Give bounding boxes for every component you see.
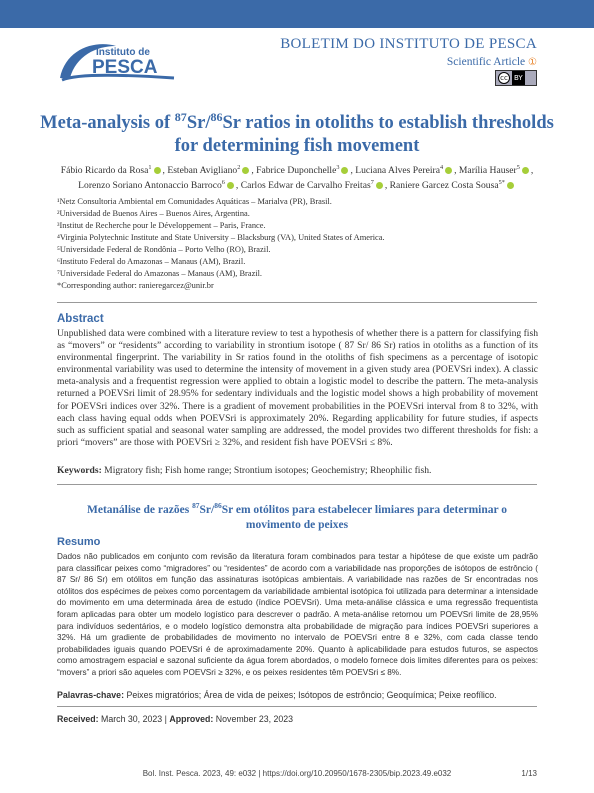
divider bbox=[57, 484, 537, 485]
resumo-heading: Resumo bbox=[57, 536, 101, 548]
divider bbox=[57, 302, 537, 303]
abstract-heading: Abstract bbox=[57, 313, 104, 325]
top-color-bar bbox=[0, 0, 594, 28]
journal-name: BOLETIM DO INSTITUTO DE PESCA bbox=[280, 36, 537, 52]
keywords: Keywords: Migratory fish; Fish home range; Strontium isotopes; Geochemistry; Rheophilic fish. bbox=[57, 465, 432, 476]
corresponding-author[interactable]: *Corresponding author: ranieregarcez@unir.br bbox=[57, 281, 214, 290]
palavras-chave: Palavras-chave: Peixes migratórios; Área de vida de peixes; Isótopos de estrôncio; Geoquímica; Peixe reofílico. bbox=[57, 690, 497, 700]
page-number: 1/13 bbox=[521, 769, 537, 778]
dates: Received: March 30, 2023 | Approved: November 23, 2023 bbox=[57, 714, 294, 724]
orcid-icon bbox=[242, 167, 249, 174]
affiliation: ⁴Virginia Polytechnic Institute and State University – Blacksburg (VA), United States of America. bbox=[57, 233, 385, 242]
open-access-icon: ① bbox=[528, 57, 537, 68]
affiliation: ³Institut de Recherche pour le Développement – Paris, France. bbox=[57, 221, 266, 230]
author-7[interactable]: Raniere Garcez Costa Sousa$^{5*}$ bbox=[390, 180, 516, 191]
affiliation: ⁵Universidade Federal de Rondônia – Porto Velho (RO), Brazil. bbox=[57, 245, 271, 254]
affiliation: ²Universidad de Buenos Aires – Buenos Aires, Argentina. bbox=[57, 209, 250, 218]
author-list: Fábio Ricardo da Rosa$^1$ , Esteban Avigliano$^2$ , Fabrice Duponchelle$^3$ , Luciana Alves Pereira$^4$ , Marília Hauser$^5$ , Lorenzo Soriano Antonaccio Barroco$^6$ , Carlos Edwar de Carvalho Freitas$^7$ , Raniere Garcez Costa Sousa$^{5*}$ bbox=[60, 163, 534, 191]
orcid-icon bbox=[376, 182, 383, 189]
author-6[interactable]: Carlos Edwar de Carvalho Freitas$^7$ bbox=[241, 180, 385, 191]
divider bbox=[57, 706, 537, 707]
orcid-icon bbox=[522, 167, 529, 174]
orcid-icon bbox=[445, 167, 452, 174]
orcid-icon bbox=[507, 182, 514, 189]
author-3[interactable]: Luciana Alves Pereira$^4$ bbox=[355, 165, 454, 176]
institute-logo bbox=[56, 38, 178, 84]
article-type: Scientific Article ① bbox=[446, 56, 537, 68]
abstract-text: Unpublished data were combined with a literature review to test a hypothesis of whether there is a pattern for classifying fish as “movers” or “residents” according to variability in strontium isotope ( 87 Sr/ 86 Sr) ratios in otoliths as a function of its environmental fingerprint. The variability in Sr ratios found in the otoliths of fish specimens as a percentage of isotopic environmental variability was used to determine the intensity of movement in a given study area (POEVSri index). A classic meta-analysis and a frequentist regression were applied to obtain a logistic model to describe the pattern. The meta-analysis returned a POEVSri limit of 28.95% for sedentary individuals and the logistic model shows a high probability of movement for POEVSri indices over 32%. There is a gradient of movement probabilities in the POEVSri interval from 8 to 32%, with each class having equal odds when POEVSri is approximately 20%. Regarding applicability for future studies, if aspects such as sufficient spatial and seasonal water sampling are addressed, the model provides two different thresholds for fish: a priori “movers” are those with POEVSri ≥ 32%, and resident fish have POEVSri ≤ 8%. bbox=[57, 328, 538, 448]
citation[interactable]: Bol. Inst. Pesca. 2023, 49: e032 | https://doi.org/10.20950/1678-2305/bip.2023.49.e032 bbox=[142, 769, 452, 778]
author-5[interactable]: Lorenzo Soriano Antonaccio Barroco$^6$ bbox=[78, 180, 236, 191]
resumo-text: Dados não publicados em conjunto com revisão da literatura foram combinados para testar a hipótese de que existe um padrão para classificar peixes como “migradores” ou “residentes” de acordo com a variabilidade nas proporções de isótopos de estrôncio ( 87 Sr/ 86 Sr) em otólitos em função das assinaturas isotópicas ambientais. A variabilidade nas razões de Sr encontradas nos otólitos dos espécimes de peixes como porcentagem da variabilidade ambiental isotópica foi utilizada para determinar a intensidade do movimento em uma determinada área de estudo (índice POEVSri). Uma meta-análise clássica e uma regressão frequentista foram aplicadas para obter um modelo logístico para descrever o padrão. A meta-análise retornou um POEVSri limite de 28,95% para indivíduos sedentários, e o modelo logístico demonstra alta probabilidade de migração para índices POEVSri superiores a 32%. Há um gradiente de probabilidades de movimento no intervalo de POEVSri entre 8 e 32%, com cada classe tendo probabilidades iguais quando POEVSri é de aproximadamente 20%. Quanto à aplicabilidade para estudos futuros, se aspectos como amostragem espacial e sazonal suficiente da água forem abordados, o modelo fornece dois limites diferentes para os peixes: “movers” a priori são aqueles com POEVSri ≥ 32%, e os peixes residentes têm POEVSri ≤ 8%. bbox=[57, 552, 538, 677]
author-2[interactable]: Fabrice Duponchelle$^3$ bbox=[256, 165, 350, 176]
author-0[interactable]: Fábio Ricardo da Rosa$^1$ bbox=[61, 165, 163, 176]
affiliation-list bbox=[57, 196, 537, 292]
affiliation: ⁷Universidade Federal do Amazonas – Manaus (AM), Brazil. bbox=[57, 269, 263, 278]
cc-by-icon[interactable]: cc BY bbox=[495, 70, 537, 86]
article-title: Meta-analysis of $^{87}$Sr/$^{86}$Sr ratios in otoliths to establish thresholds for determining fish movement bbox=[40, 109, 554, 156]
portuguese-title: Metanálise de razões $^{87}$Sr/$^{86}$Sr em otólitos para estabelecer limiares para determinar o movimento de peixes bbox=[86, 501, 508, 531]
journal-header bbox=[280, 36, 537, 68]
affiliation: ¹Netz Consultoria Ambiental em Comunidades Aquáticas – Marialva (PR), Brasil. bbox=[57, 197, 332, 206]
orcid-icon bbox=[154, 167, 161, 174]
author-4[interactable]: Marília Hauser$^5$ bbox=[459, 165, 531, 176]
affiliation: ⁶Instituto Federal do Amazonas – Manaus (AM), Brazil. bbox=[57, 257, 246, 266]
orcid-icon bbox=[341, 167, 348, 174]
author-1[interactable]: Esteban Avigliano$^2$ bbox=[167, 165, 251, 176]
logo-text-main: PESCA bbox=[92, 57, 158, 78]
logo-text-top: Instituto de bbox=[96, 47, 150, 58]
orcid-icon bbox=[227, 182, 234, 189]
